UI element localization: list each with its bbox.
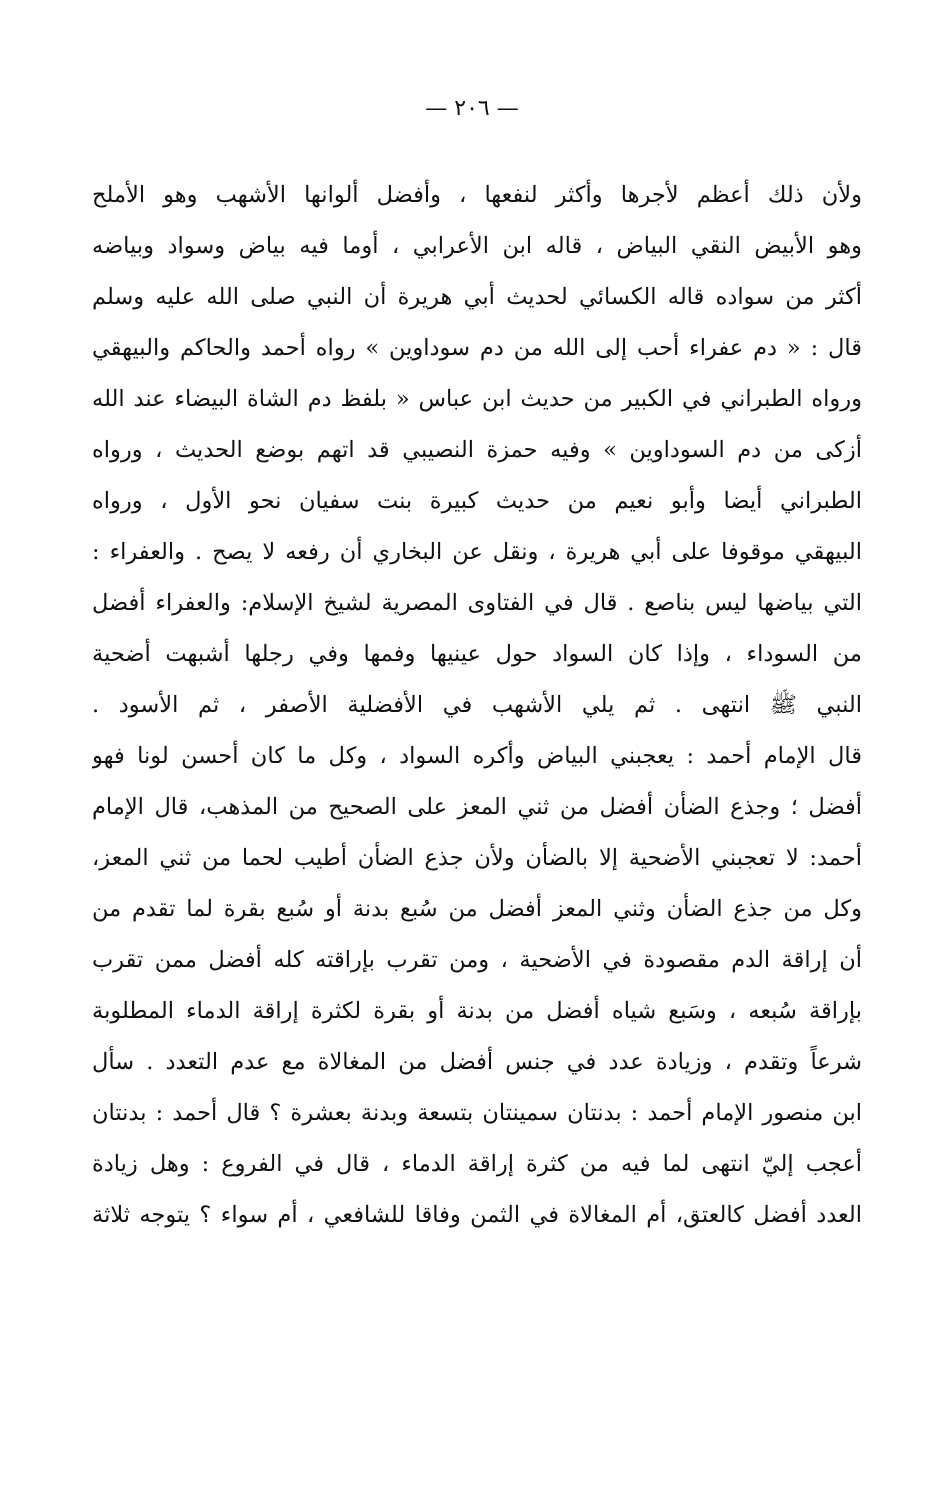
text-line: ابن منصور الإمام أحمد : بدنتان سمينتان بتسعة وبدنة بعشرة ؟ قال أحمد : بدنتان [92,1100,862,1126]
text-line: ورواه الطبراني في الكبير من حديث ابن عباس « بلفظ دم الشاة البيضاء عند الله [92,386,862,412]
text-line: قال : « دم عفراء أحب إلى الله من دم سوداوين » رواه أحمد والحاكم والبيهقي [92,335,862,361]
text-line: أن إراقة الدم مقصودة في الأضحية ، ومن تقرب بإراقته كله أفضل ممن تقرب [92,947,862,973]
text-line: ولأن ذلك أعظم لأجرها وأكثر لنفعها ، وأفضل ألوانها الأشهب وهو الأملح [92,182,862,208]
text-line: العدد أفضل كالعتق، أم المغالاة في الثمن وفاقا للشافعي ، أم سواء ؟ يتوجه ثلاثة [92,1202,862,1228]
page-number: — ٢٠٦ — [425,96,519,121]
text-line: أعجب إليّ انتهى لما فيه من كثرة إراقة الدماء ، قال في الفروع : وهل زيادة [92,1151,862,1177]
text-line: أكثر من سواده قاله الكسائي لحديث أبي هريرة أن النبي صلى الله عليه وسلم [92,284,862,310]
text-line: بإراقة سُبعه ، وسَبع شياه أفضل من بدنة أو بقرة لكثرة إراقة الدماء المطلوبة [92,998,862,1024]
text-line: قال الإمام أحمد : يعجبني البياض وأكره السواد ، وكل ما كان أحسن لونا فهو [92,743,862,769]
text-line: وكل من جذع الضأن وثني المعز أفضل من سُبع بدنة أو سُبع بقرة لما تقدم من [92,896,862,922]
text-line: البيهقي موقوفا على أبي هريرة ، ونقل عن البخاري أن رفعه لا يصح . والعفراء : [92,539,862,565]
text-line: وهو الأبيض النقي البياض ، قاله ابن الأعرابي ، أوما فيه بياض وسواد وبياضه [92,233,862,259]
text-line: أحمد: لا تعجبني الأضحية إلا بالضأن ولأن جذع الضأن أطيب لحما من ثني المعز، [92,845,862,871]
text-line: من السوداء ، وإذا كان السواد حول عينيها وفمها وفي رجلها أشبهت أضحية [92,641,862,667]
text-line: شرعاً وتقدم ، وزيادة عدد في جنس أفضل من المغالاة مع عدم التعدد . سأل [92,1049,862,1075]
text-line: النبي ﷺ انتهى . ثم يلي الأشهب في الأفضلية الأصفر ، ثم الأسود . [92,692,862,718]
text-line: التي بياضها ليس بناصع . قال في الفتاوى المصرية لشيخ الإسلام: والعفراء أفضل [92,590,862,616]
text-line: أفضل ؛ وجذع الضأن أفضل من ثني المعز على الصحيح من المذهب، قال الإمام [92,794,862,820]
text-line: أزكى من دم السوداوين » وفيه حمزة النصيبي قد اتهم بوضع الحديث ، ورواه [92,437,862,463]
body-text [92,170,862,1241]
text-line: الطبراني أيضا وأبو نعيم من حديث كبيرة بنت سفيان نحو الأول ، ورواه [92,488,862,514]
